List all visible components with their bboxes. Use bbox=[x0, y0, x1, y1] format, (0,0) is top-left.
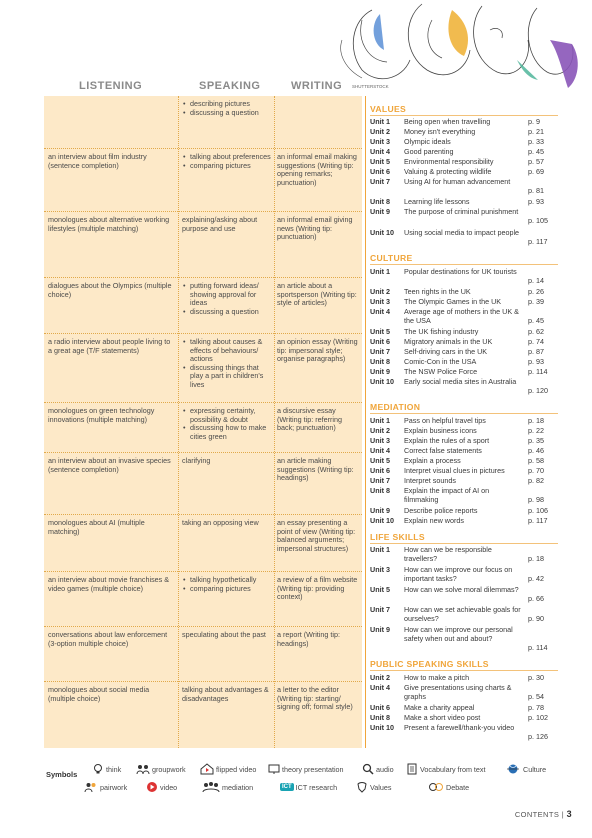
speaking-cell bbox=[182, 338, 272, 390]
writing-cell: an essay presenting a point of view (Writing tip: balanced arguments; impersonal structures) bbox=[277, 518, 356, 553]
speaking-cell: clarifying bbox=[182, 456, 211, 465]
writing-cell: a review of a film website (Writing tip: providing context) bbox=[277, 575, 358, 602]
grid-row bbox=[44, 681, 362, 748]
speaking-item: • discussing a question bbox=[182, 308, 272, 317]
writing-cell: a report (Writing tip: headings) bbox=[277, 630, 340, 648]
listening-header: LISTENING bbox=[79, 80, 143, 92]
section-title-culture: CULTURE bbox=[370, 253, 558, 265]
grid-row bbox=[44, 402, 362, 452]
toc-entry[interactable]: Unit 9 Describe police reports p. 106 bbox=[370, 506, 548, 516]
flipped-video-icon bbox=[200, 763, 214, 775]
toc-entry[interactable]: Unit 1 How can we be responsible travellers? p. 18 bbox=[370, 545, 544, 564]
listening-cell: monologues about alternative working lifestyles (multiple matching) bbox=[48, 215, 170, 233]
speaking-item: • discussing a question bbox=[182, 109, 272, 118]
symbol-groupwork: groupwork bbox=[136, 762, 186, 776]
groupwork-icon bbox=[136, 763, 150, 775]
toc-entry[interactable]: Unit 7 Using AI for human advancement p. 81 bbox=[370, 177, 544, 196]
grid-row bbox=[44, 211, 362, 277]
culture-icon bbox=[505, 763, 521, 775]
toc-entry[interactable]: Unit 3 The Olympic Games in the UK p. 39 bbox=[370, 297, 544, 307]
grid-row bbox=[44, 96, 362, 148]
page-footer: CONTENTS | 3 bbox=[514, 809, 572, 819]
toc-entry[interactable]: Unit 10 Using social media to impact people p. 117 bbox=[370, 228, 548, 247]
toc-entry[interactable]: Unit 2 Money isn't everything p. 21 bbox=[370, 127, 544, 137]
speaking-item: • expressing certainty, possibility & doubt bbox=[182, 407, 272, 424]
speaking-item: • talking hypothetically bbox=[182, 576, 272, 585]
symbol-audio: audio bbox=[362, 762, 394, 776]
symbols-title: Symbols bbox=[46, 770, 78, 779]
toc-entry[interactable]: Unit 4 Good parenting p. 45 bbox=[370, 147, 544, 157]
speaking-cell bbox=[182, 576, 272, 593]
values-icon bbox=[356, 781, 368, 793]
toc-entry[interactable]: Unit 8 Explain the impact of AI on filmmaking p. 98 bbox=[370, 486, 544, 505]
symbol-ict-research: ICT ICT research bbox=[282, 782, 338, 792]
toc-entry[interactable]: Unit 3 Explain the rules of a sport p. 35 bbox=[370, 436, 544, 446]
footer-label: CONTENTS bbox=[514, 810, 560, 819]
grid-row bbox=[44, 571, 362, 626]
art-caption: SHUTTERSTOCK bbox=[352, 84, 389, 89]
toc-entry[interactable]: Unit 8 Make a short video post p. 102 bbox=[370, 713, 548, 723]
mediation-icon bbox=[202, 781, 220, 793]
speaking-cell bbox=[182, 153, 272, 170]
symbol-values: Values bbox=[356, 780, 391, 794]
toc-entry[interactable]: Unit 2 Explain business icons p. 22 bbox=[370, 426, 544, 436]
speaking-cell: talking about advantages & disadvantages bbox=[182, 685, 269, 703]
debate-icon bbox=[428, 781, 444, 793]
speaking-item: • talking about causes & effects of behaviours/ actions bbox=[182, 338, 272, 364]
speaking-item: • putting forward ideas/ showing approval for ideas bbox=[182, 282, 272, 308]
vocabulary-icon bbox=[406, 763, 418, 775]
toc-entry[interactable]: Unit 4 Correct false statements p. 46 bbox=[370, 446, 544, 456]
grid-row bbox=[44, 333, 362, 402]
writing-cell: a letter to the editor (Writing tip: starting/ signing off; formal style) bbox=[277, 685, 353, 712]
section-title-life-skills: LIFE SKILLS bbox=[370, 532, 558, 544]
toc-entry[interactable]: Unit 5 The UK fishing industry p. 62 bbox=[370, 327, 544, 337]
toc-entry[interactable]: Unit 8 Learning life lessons p. 93 bbox=[370, 197, 544, 207]
speaking-cell: explaining/asking about purpose and use bbox=[182, 215, 258, 233]
writing-header: WRITING bbox=[291, 80, 343, 92]
listening-cell: a radio interview about people living to a great age (T/F statements) bbox=[48, 337, 171, 355]
writing-cell: an article making suggestions (Writing tip: headings) bbox=[277, 456, 354, 483]
toc-entry[interactable]: Unit 9 How can we improve our personal safety when out and about? p. 114 bbox=[370, 625, 548, 653]
toc-entry[interactable]: Unit 1 Being open when travelling p. 9 bbox=[370, 117, 540, 127]
writing-cell: an informal email giving news (Writing tip: punctuation) bbox=[277, 215, 353, 242]
theory-presentation-icon bbox=[268, 763, 280, 775]
symbol-theory-presentation: theory presentation bbox=[268, 762, 344, 776]
toc-entry[interactable]: Unit 6 Make a charity appeal p. 78 bbox=[370, 703, 544, 713]
grid-row bbox=[44, 148, 362, 211]
speaking-item: • comparing pictures bbox=[182, 162, 272, 171]
toc-entry[interactable]: Unit 9 The NSW Police Force p. 114 bbox=[370, 367, 548, 377]
listening-cell: conversations about law enforcement (3-option multiple choice) bbox=[48, 630, 168, 648]
symbol-mediation: mediation bbox=[202, 780, 253, 794]
audio-icon bbox=[362, 763, 374, 775]
symbol-think: think bbox=[92, 762, 121, 776]
section-title-public-speaking: PUBLIC SPEAKING SKILLS bbox=[370, 659, 558, 671]
symbol-video: video bbox=[146, 780, 177, 794]
symbol-vocabulary: Vocabulary from text bbox=[406, 762, 486, 776]
speaking-cell bbox=[182, 282, 272, 316]
writing-cell: a discursive essay (Writing tip: referring back; punctuation) bbox=[277, 406, 342, 433]
listening-cell: dialogues about the Olympics (multiple choice) bbox=[48, 281, 172, 299]
listening-cell: monologues about AI (multiple matching) bbox=[48, 518, 145, 536]
toc-entry[interactable]: Unit 8 Comic-Con in the USA p. 93 bbox=[370, 357, 544, 367]
toc-entry[interactable]: Unit 6 Interpret visual clues in pictures p. 70 bbox=[370, 466, 544, 476]
skills-grid bbox=[44, 96, 362, 748]
speaking-item: • discussing how to make cities green bbox=[182, 424, 272, 441]
toc-entry[interactable]: Unit 6 Valuing & protecting wildlife p. 69 bbox=[370, 167, 544, 177]
video-icon bbox=[146, 781, 158, 793]
toc-entry[interactable]: Unit 1 Pass on helpful travel tips p. 18 bbox=[370, 416, 544, 426]
toc-entry[interactable]: Unit 4 Average age of mothers in the UK & the USA p. 45 bbox=[370, 307, 544, 326]
speaking-cell: taking an opposing view bbox=[182, 518, 259, 527]
toc-entry[interactable]: Unit 10 Present a farewell/thank-you video p. 126 bbox=[370, 723, 548, 742]
toc-entry[interactable]: Unit 5 Explain a process p. 58 bbox=[370, 456, 544, 466]
grid-row bbox=[44, 626, 362, 681]
toc-entry[interactable]: Unit 6 Migratory animals in the UK p. 74 bbox=[370, 337, 544, 347]
toc-entry[interactable]: Unit 10 Explain new words p. 117 bbox=[370, 516, 548, 526]
symbol-pairwork: pairwork bbox=[84, 780, 127, 794]
speaking-header: SPEAKING bbox=[199, 80, 261, 92]
symbol-flipped-video: flipped video bbox=[200, 762, 256, 776]
listening-cell: monologues about social media (multiple choice) bbox=[48, 685, 150, 703]
section-title-values: VALUES bbox=[370, 104, 558, 116]
speaking-item: • talking about preferences bbox=[182, 153, 272, 162]
toc-entry[interactable]: Unit 3 Olympic ideals p. 33 bbox=[370, 137, 544, 147]
writing-cell: an informal email making suggestions (Writing tip: opening remarks; punctuation) bbox=[277, 152, 357, 187]
grid-row bbox=[44, 514, 362, 571]
toc-entry[interactable]: Unit 7 Self-driving cars in the UK p. 87 bbox=[370, 347, 544, 357]
toc-entry[interactable]: Unit 7 Interpret sounds p. 82 bbox=[370, 476, 544, 486]
pairwork-icon bbox=[84, 781, 98, 793]
page-number: 3 bbox=[566, 809, 572, 819]
listening-cell: an interview about an invasive species (sentence completion) bbox=[48, 456, 171, 474]
toc-entry[interactable]: Unit 10 Early social media sites in Australia p. 120 bbox=[370, 377, 548, 396]
toc-entry[interactable]: Unit 2 Teen rights in the UK p. 26 bbox=[370, 287, 544, 297]
symbol-culture: Culture bbox=[505, 762, 546, 776]
speaking-item: • comparing pictures bbox=[182, 585, 272, 594]
speaking-item: • describing pictures bbox=[182, 100, 272, 109]
symbol-debate: Debate bbox=[428, 780, 469, 794]
toc-entry[interactable]: Unit 7 How can we set achievable goals for ourselves? p. 90 bbox=[370, 605, 544, 624]
listening-cell: monologues on green technology innovations (multiple matching) bbox=[48, 406, 155, 424]
listening-cell: an interview about movie franchises & video games (multiple choice) bbox=[48, 575, 170, 593]
toc-entry[interactable]: Unit 5 How can we solve moral dilemmas? p. 66 bbox=[370, 585, 544, 604]
listening-cell: an interview about film industry (sentence completion) bbox=[48, 152, 147, 170]
toc-entry[interactable]: Unit 9 The purpose of criminal punishment p. 105 bbox=[370, 207, 548, 226]
writing-cell: an article about a sportsperson (Writing tip: style of articles) bbox=[277, 281, 357, 308]
speaking-cell bbox=[182, 100, 272, 117]
ict-icon: ICT bbox=[282, 784, 292, 790]
grid-row bbox=[44, 277, 362, 333]
speaking-item: • discussing things that play a part in children's lives bbox=[182, 364, 272, 390]
toc-entry[interactable]: Unit 4 Give presentations using charts & graphs p. 54 bbox=[370, 683, 544, 702]
toc-entry[interactable]: Unit 1 Popular destinations for UK tourists p. 14 bbox=[370, 267, 544, 286]
section-title-mediation: MEDIATION bbox=[370, 402, 558, 414]
toc-entry[interactable]: Unit 3 How can we improve our focus on important tasks? p. 42 bbox=[370, 565, 544, 584]
writing-cell: an opinion essay (Writing tip: impersonal style; organise paragraphs) bbox=[277, 337, 358, 364]
speaking-cell bbox=[182, 407, 272, 441]
think-icon bbox=[92, 763, 104, 775]
toc-entry[interactable]: Unit 5 Environmental responsibility p. 57 bbox=[370, 157, 544, 167]
toc-entry[interactable]: Unit 2 How to make a pitch p. 30 bbox=[370, 673, 544, 683]
speaking-cell: speculating about the past bbox=[182, 630, 266, 639]
grid-row bbox=[44, 452, 362, 514]
faces-illustration bbox=[332, 0, 592, 92]
